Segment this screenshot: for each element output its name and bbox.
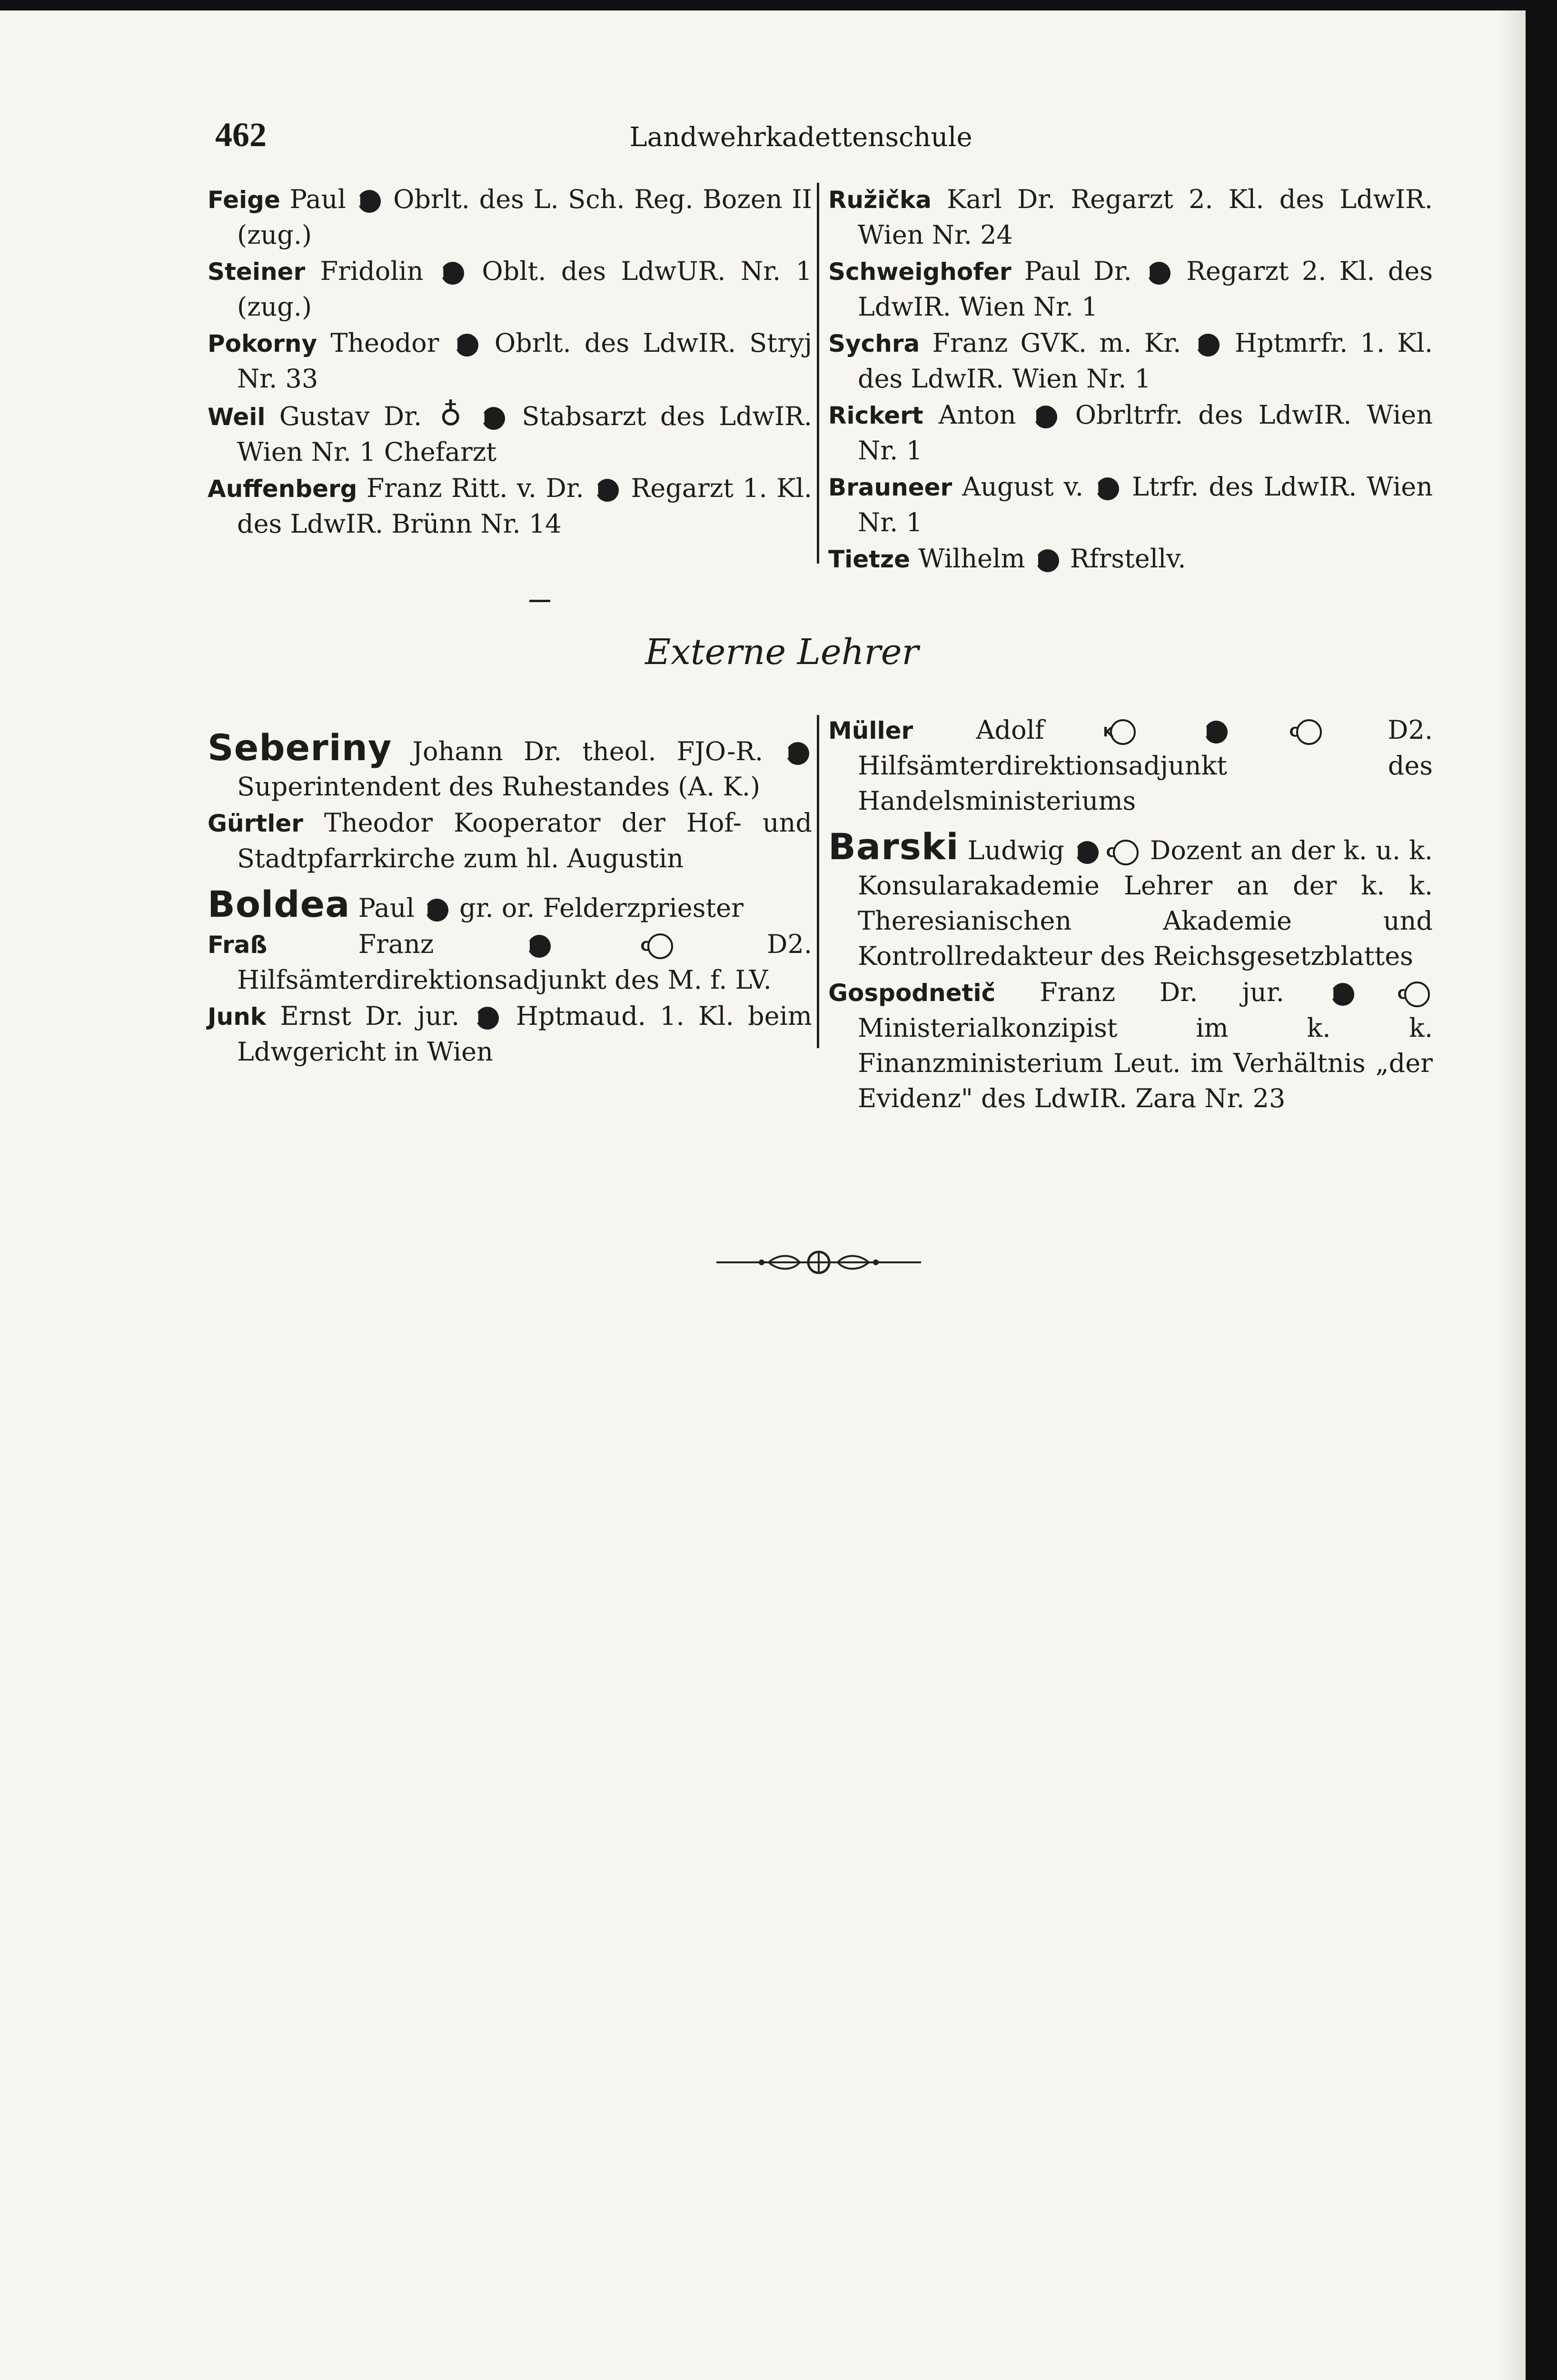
person-entry xyxy=(828,713,1433,819)
circled-c-icon: C xyxy=(1296,719,1322,745)
circled-m-icon: M xyxy=(358,190,381,213)
person-name: Tietze xyxy=(828,545,911,573)
person-name: Ružička xyxy=(828,186,932,214)
person-name: Steiner xyxy=(208,258,306,286)
person-details: Stabsarzt des LdwIR. Wien Nr. 1 Chefarzt xyxy=(237,401,813,467)
person-details: Paul xyxy=(358,893,415,923)
person-details: D2. Hilfsämterdirektionsadjunkt des M. f. LV. xyxy=(237,929,812,995)
person-name: Barski xyxy=(828,825,959,868)
person-entry xyxy=(208,397,812,470)
circled-k-icon: K xyxy=(1110,719,1136,745)
external-teachers-left-column xyxy=(208,720,812,1071)
person-name: Junk xyxy=(208,1003,267,1031)
person-details: Superintendent des Ruhestandes (A. K.) xyxy=(237,772,761,802)
section-dash xyxy=(529,600,550,602)
person-details: Dozent an der k. u. k. Konsularakademie Lehrer an der k. k. Theresianischen Akademie und Kontrollredakteur des Reichsgesetzblattes xyxy=(858,835,1433,971)
person-details: Regarzt 2. Kl. des LdwIR. Wien Nr. 1 xyxy=(858,256,1433,322)
person-entry xyxy=(828,254,1433,325)
person-details: August v. xyxy=(962,472,1083,502)
person-details: Karl Dr. Regarzt 2. Kl. des LdwIR. Wien Nr. 24 xyxy=(858,184,1433,250)
person-details: Adolf xyxy=(976,715,1044,745)
person-details: Wilhelm xyxy=(918,544,1025,574)
person-name: Weil xyxy=(208,403,266,431)
person-details: Paul xyxy=(289,184,346,214)
person-entry xyxy=(828,469,1433,540)
person-details: Paul Dr. xyxy=(1024,256,1132,286)
circled-m-icon: M xyxy=(786,742,809,765)
person-entry xyxy=(208,182,812,253)
person-name: Feige xyxy=(208,186,280,214)
person-details: Obrlt. des L. Sch. Reg. Bozen II (zug.) xyxy=(237,184,812,250)
person-entry xyxy=(208,999,812,1070)
person-name: Brauneer xyxy=(828,474,952,501)
person-name: Müller xyxy=(828,717,913,744)
page-number: 462 xyxy=(215,116,267,154)
page-header xyxy=(0,115,1526,158)
person-name: Gürtler xyxy=(208,810,303,837)
circled-m-icon: M xyxy=(1076,841,1099,864)
circled-m-icon: M xyxy=(596,479,619,502)
person-details: Theodor Kooperator der Hof- und Stadtpfarrkirche zum hl. Augustin xyxy=(237,808,812,873)
person-details: Regarzt 1. Kl. des LdwIR. Brünn Nr. 14 xyxy=(237,473,812,539)
person-entry xyxy=(828,541,1433,577)
circled-m-icon: M xyxy=(1034,406,1057,428)
person-entry xyxy=(208,326,812,397)
person-entry xyxy=(828,397,1433,468)
staff-list-right-column xyxy=(828,182,1433,578)
person-details: Franz xyxy=(358,929,434,959)
person-name: Boldea xyxy=(208,883,350,925)
person-name: Sychra xyxy=(828,330,920,357)
circled-m-icon: M xyxy=(1096,477,1119,500)
circled-m-icon: M xyxy=(482,407,505,430)
person-details: Oblt. des LdwUR. Nr. 1 (zug.) xyxy=(237,256,812,322)
person-details: Obrltrfr. des LdwIR. Wien Nr. 1 xyxy=(858,400,1433,466)
person-details: Ludwig xyxy=(967,835,1064,865)
person-details: Theodor xyxy=(330,328,439,358)
person-entry xyxy=(828,182,1433,253)
circled-m-icon: M xyxy=(476,1007,499,1030)
column-divider-top xyxy=(817,183,819,564)
person-entry xyxy=(208,883,812,926)
person-name: Rickert xyxy=(828,402,923,429)
page-edge-shadow xyxy=(1497,10,1526,2380)
person-details: Franz Dr. jur. xyxy=(1040,977,1284,1007)
staff-list-left-column xyxy=(208,182,812,543)
person-details: Ministerialkonzipist im k. k. Finanzministerium Leut. im Verhältnis „der Evidenz" des LdwIR. Zara Nr. 23 xyxy=(858,1013,1433,1113)
column-divider-bottom xyxy=(817,715,819,1048)
person-details: Anton xyxy=(938,400,1016,430)
ornamental-divider xyxy=(716,1248,921,1277)
person-details: Franz GVK. m. Kr. xyxy=(932,328,1181,358)
decoration-symbol-icon: ♁ xyxy=(439,397,462,433)
person-details: Franz Ritt. v. Dr. xyxy=(366,473,584,503)
circled-m-icon: M xyxy=(528,935,551,958)
person-details: Johann Dr. theol. FJO-R. xyxy=(412,736,764,766)
section-title: Externe Lehrer xyxy=(645,632,919,673)
circled-m-icon: M xyxy=(441,262,464,285)
person-details: Hptmrfr. 1. Kl. des LdwIR. Wien Nr. 1 xyxy=(858,328,1433,394)
circled-c-icon: C xyxy=(1404,982,1430,1007)
circled-m-icon: M xyxy=(456,334,478,357)
person-entry xyxy=(208,254,812,325)
circled-m-icon: M xyxy=(1205,721,1228,744)
person-name: Schweighofer xyxy=(828,258,1012,286)
person-name: Auffenberg xyxy=(208,475,357,503)
person-entry xyxy=(208,726,812,804)
person-details: Rfrstellv. xyxy=(1070,544,1186,574)
person-details: Ernst Dr. jur. xyxy=(280,1001,460,1031)
circled-m-icon: M xyxy=(1148,262,1170,285)
person-name: Fraß xyxy=(208,931,268,959)
running-title: Landwehrkadettenschule xyxy=(629,122,972,153)
person-entry xyxy=(208,927,812,998)
person-entry xyxy=(828,975,1433,1116)
person-entry xyxy=(828,825,1433,974)
person-name: Seberiny xyxy=(208,726,392,769)
circled-m-icon: M xyxy=(1197,334,1220,357)
person-details: Gustav Dr. xyxy=(279,401,422,431)
book-page xyxy=(0,10,1526,2380)
person-name: Gospodnetič xyxy=(828,979,996,1007)
circled-c-icon: C xyxy=(1113,840,1139,865)
person-details: D2. Hilfsämterdirektionsadjunkt des Handelsministeriums xyxy=(858,715,1433,816)
person-details: Fridolin xyxy=(320,256,424,286)
person-details: Ltrfr. des LdwIR. Wien Nr. 1 xyxy=(858,472,1433,537)
person-name: Pokorny xyxy=(208,330,317,357)
person-entry xyxy=(208,805,812,876)
person-entry xyxy=(208,471,812,542)
circled-m-icon: M xyxy=(1036,549,1059,572)
circled-m-icon: M xyxy=(426,899,448,922)
circled-c-icon: C xyxy=(647,933,673,959)
person-entry xyxy=(828,326,1433,397)
circled-m-icon: M xyxy=(1331,983,1354,1006)
person-details: Obrlt. des LdwIR. Stryj Nr. 33 xyxy=(237,328,813,394)
person-details: Hptmaud. 1. Kl. beim Ldwgericht in Wien xyxy=(237,1001,813,1067)
external-teachers-right-column xyxy=(828,713,1433,1117)
person-details: gr. or. Felderzpriester xyxy=(459,893,744,923)
